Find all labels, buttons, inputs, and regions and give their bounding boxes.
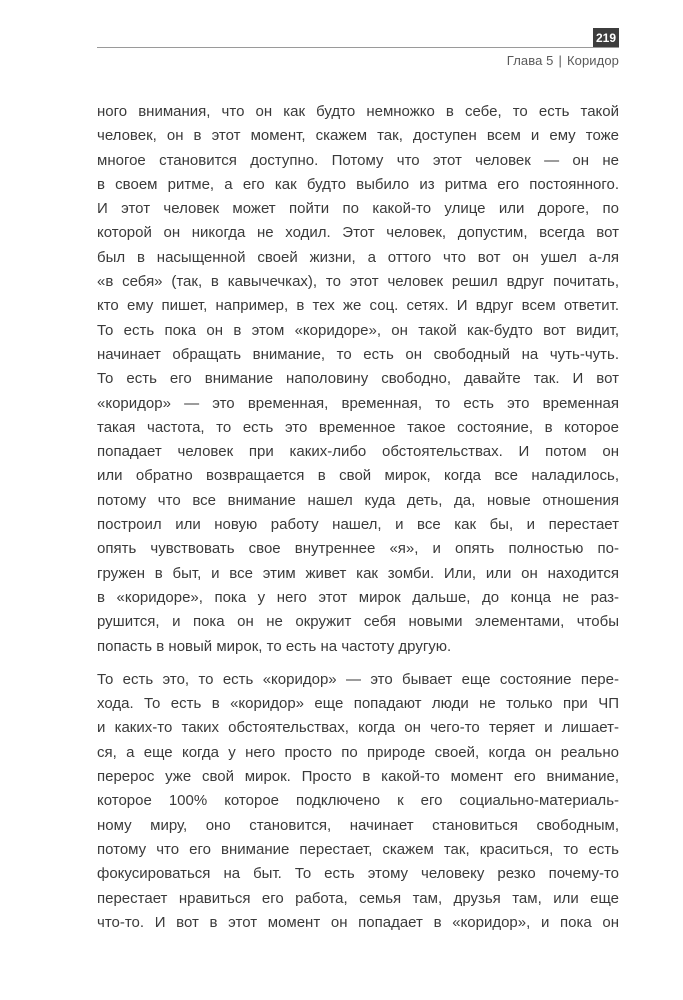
page-number: 219	[593, 28, 619, 48]
section-label: Коридор	[566, 53, 619, 68]
text-line: потому что все внимание нашел куда деть, да, новые отношения	[97, 491, 619, 509]
text-line: человек, он в этот момент, скажем так, доступен всем и ему тоже	[97, 127, 619, 145]
text-line: опять чувствовать свое внутреннее «я», и опять полностью по-	[97, 540, 619, 558]
text-line: ного внимания, что он как будто немножко в себе, то есть такой	[97, 103, 619, 120]
text-line: в своем ритме, а его как будто выбило из ритма его постоянного.	[97, 175, 619, 193]
chapter-label: Глава 5	[506, 53, 554, 68]
text-line: перерос уже свой мирок. Просто в какой-то момент его внимание,	[97, 768, 619, 786]
text-line: То есть его внимание наполовину свободно, давайте так. И вот	[97, 370, 619, 388]
paragraph	[97, 668, 619, 935]
text-line: был в насыщенной своей жизни, а оттого что вот он ушел а-ля	[97, 248, 619, 266]
text-line: фокусироваться на быт. То есть этому человеку резко почему-то	[97, 865, 619, 883]
text-line: ному миру, оно становится, начинает становиться свободным,	[97, 816, 619, 834]
text-line: которой он никогда не ходил. Этот человек, допустим, всегда вот	[97, 224, 619, 242]
text-line: построил или новую работу нашел, и все как бы, и перестает	[97, 516, 619, 534]
text-line: рушится, и пока он не окружит себя новыми элементами, чтобы	[97, 613, 619, 631]
running-head	[507, 53, 619, 68]
text-line: кто ему пишет, например, в тех же соц. сетях. И вдруг всем ответит.	[97, 297, 619, 315]
text-line: перестает нравиться его работа, семья там, друзья там, или еще	[97, 889, 619, 907]
text-line: или обратно возвращается в свой мирок, когда все наладилось,	[97, 467, 619, 485]
paragraph	[97, 100, 619, 659]
text-line: попасть в новый мирок, то есть на частоту другую.	[97, 637, 452, 655]
text-line: многое становится доступно. Потому что этот человек — он не	[97, 151, 619, 169]
text-line: «в себя» (так, в кавычечках), то этот человек решил вдруг почитать,	[97, 273, 619, 291]
text-line: что-то. И вот в этот момент он попадает в «коридор», и пока он	[97, 913, 619, 931]
text-line: «коридор» — это временная, временная, то есть это временная	[97, 394, 619, 412]
text-line: хода. То есть в «коридор» еще попадают люди не только при ЧП	[97, 695, 619, 713]
text-line: в «коридоре», пока у него этот мирок дальше, до конца не раз-	[97, 588, 619, 606]
text-line: попадает человек при каких-либо обстоятельствах. И потом он	[97, 443, 619, 461]
text-line: То есть пока он в этом «коридоре», он такой как-будто вот видит,	[97, 321, 619, 339]
text-line: потому что его внимание перестает, скажем так, краситься, то есть	[97, 840, 619, 858]
text-line: начинает обращать внимание, то есть он свободный на чуть-чуть.	[97, 345, 619, 363]
text-line: и каких-то таких обстоятельствах, когда он чего-то теряет и лишает-	[97, 719, 619, 737]
text-line: ся, а еще когда у него просто по природе своей, когда он реально	[97, 743, 619, 761]
body-text	[97, 100, 619, 935]
text-line: И этот человек может пойти по какой-то улице или дороге, по	[97, 200, 619, 218]
text-line: такая частота, то есть это временное такое состояние, в которое	[97, 418, 619, 436]
text-line: гружен в быт, и все этим живет как зомби. Или, или он находится	[97, 564, 619, 582]
text-line: То есть это, то есть «коридор» — это бывает еще состояние пере-	[97, 670, 619, 688]
text-line: которое 100% которое подключено к его социально-материаль-	[97, 792, 619, 810]
header-rule	[97, 47, 619, 48]
header-separator: |	[558, 53, 562, 68]
